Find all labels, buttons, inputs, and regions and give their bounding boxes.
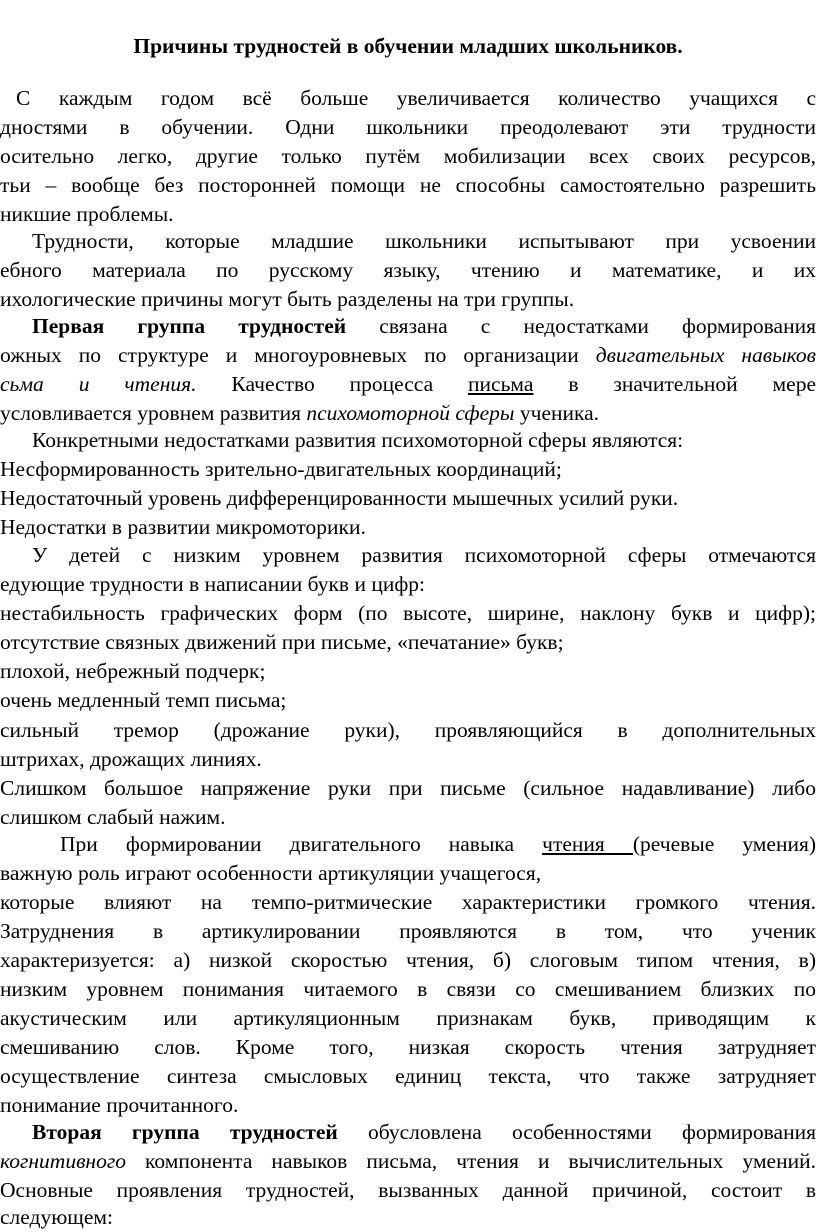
text-line: характеризуется: а) низкой скоростью чтения, б) слоговым типом чтения, в) — [0, 948, 816, 972]
text-line — [0, 341, 816, 370]
text-line: смешиванию слов. Кроме того, низкая скорость чтения затрудняет — [0, 1035, 816, 1059]
text-line: акустическим или артикуляционным признакам букв, приводящим к — [0, 1006, 816, 1030]
list-item: очень медленный темп письма; — [0, 688, 287, 712]
text-line: дностями в обучении. Одни школьники преодолевают эти трудности — [0, 115, 816, 139]
text-span: ученика. — [514, 401, 600, 425]
list-item: отсутствие связных движений при письме, «печатание» букв; — [0, 630, 564, 654]
text-line: Основные проявления трудностей, вызванных данной причиной, состоит в — [0, 1178, 816, 1202]
text-line: осительно легко, другие только путём мобилизации всех своих ресурсов, — [0, 144, 816, 168]
list-item: штрихах, дрожащих линиях. — [0, 747, 262, 771]
underlined-word: чтения — [542, 832, 633, 856]
text-line: Затруднения в артикулировании проявляются в том, что ученик — [0, 919, 816, 943]
list-item: сильный тремор (дрожание руки), проявляющийся в дополнительных — [0, 718, 816, 742]
list-item: Слишком большое напряжение руки при письме (сильное надавливание) либо — [0, 776, 816, 800]
page-title: Причины трудностей в обучении младших школьников. — [133, 34, 683, 58]
text-span: компонента навыков письма, чтения и вычислительных умений. — [125, 1149, 816, 1173]
list-item: Недостаточный уровень дифференцированности мышечных усилий руки. — [0, 486, 679, 510]
italic-phrase: психомоторной сферы — [306, 401, 515, 425]
text-line — [0, 370, 816, 399]
text-span: обусловлена особенностями формирования — [337, 1120, 816, 1144]
italic-phrase: когнитивного — [0, 1149, 126, 1173]
text-line: понимание прочитанного. — [0, 1093, 239, 1117]
list-item: нестабильность графических форм (по высоте, ширине, наклону букв и цифр); — [0, 601, 816, 625]
text-line: Конкретными недостатками развития психомоторной сферы являются: — [32, 428, 684, 452]
text-line: С каждым годом всё больше увеличивается количество учащихся с — [16, 86, 816, 110]
italic-phrase: сьма и чтения. — [0, 372, 197, 396]
list-item: слишком слабый нажим. — [0, 805, 226, 829]
bold-phrase: Первая группа трудностей — [32, 314, 347, 338]
text-line: ебного материала по русскому языку, чтению и математике, и их — [0, 258, 816, 282]
text-line: которые влияют на темпо-ритмические характеристики громкого чтения. — [0, 890, 816, 914]
text-line: У детей с низким уровнем развития психомоторной сферы отмечаются — [32, 543, 816, 567]
text-line — [60, 830, 816, 859]
text-line: важную роль играют особенности артикуляции учащегося, — [0, 861, 542, 885]
text-line: ихологические причины могут быть разделены на три группы. — [0, 287, 575, 311]
text-line: едующие трудности в написании букв и цифр: — [0, 572, 425, 596]
text-span: условливается уровнем развития — [0, 401, 307, 425]
text-span: Качество процесса — [196, 372, 469, 396]
text-line: Трудности, которые младшие школьники испытывают при усвоении — [32, 229, 816, 253]
text-line — [32, 1118, 816, 1147]
text-line — [0, 1147, 816, 1176]
text-line — [0, 399, 816, 428]
text-line — [32, 312, 816, 341]
text-span: в значительной мере — [533, 372, 816, 396]
text-line: следующем: — [0, 1205, 113, 1229]
underlined-word: письма — [468, 372, 534, 396]
text-span: (речевые умения) — [632, 832, 816, 856]
list-item: Несформированность зрительно-двигательных координаций; — [0, 457, 562, 481]
list-item: Недостатки в развитии микромоторики. — [0, 515, 366, 539]
text-line: осуществление синтеза смысловых единиц текста, что также затрудняет — [0, 1064, 816, 1088]
text-span: При формировании двигательного навыка — [60, 832, 543, 856]
text-span: ожных по структуре и многоуровневых по организации — [0, 343, 596, 367]
list-item: плохой, небрежный подчерк; — [0, 659, 266, 683]
text-span: связана с недостатками формирования — [346, 314, 816, 338]
text-line: тьи – вообще без посторонней помощи не способны самостоятельно разрешить — [0, 173, 816, 197]
italic-phrase: двигательных навыков — [595, 343, 816, 367]
text-line: низким уровнем понимания читаемого в связи со смешиванием близких по — [0, 977, 816, 1001]
text-line: никшие проблемы. — [0, 202, 174, 226]
bold-phrase: Вторая группа трудностей — [32, 1120, 338, 1144]
